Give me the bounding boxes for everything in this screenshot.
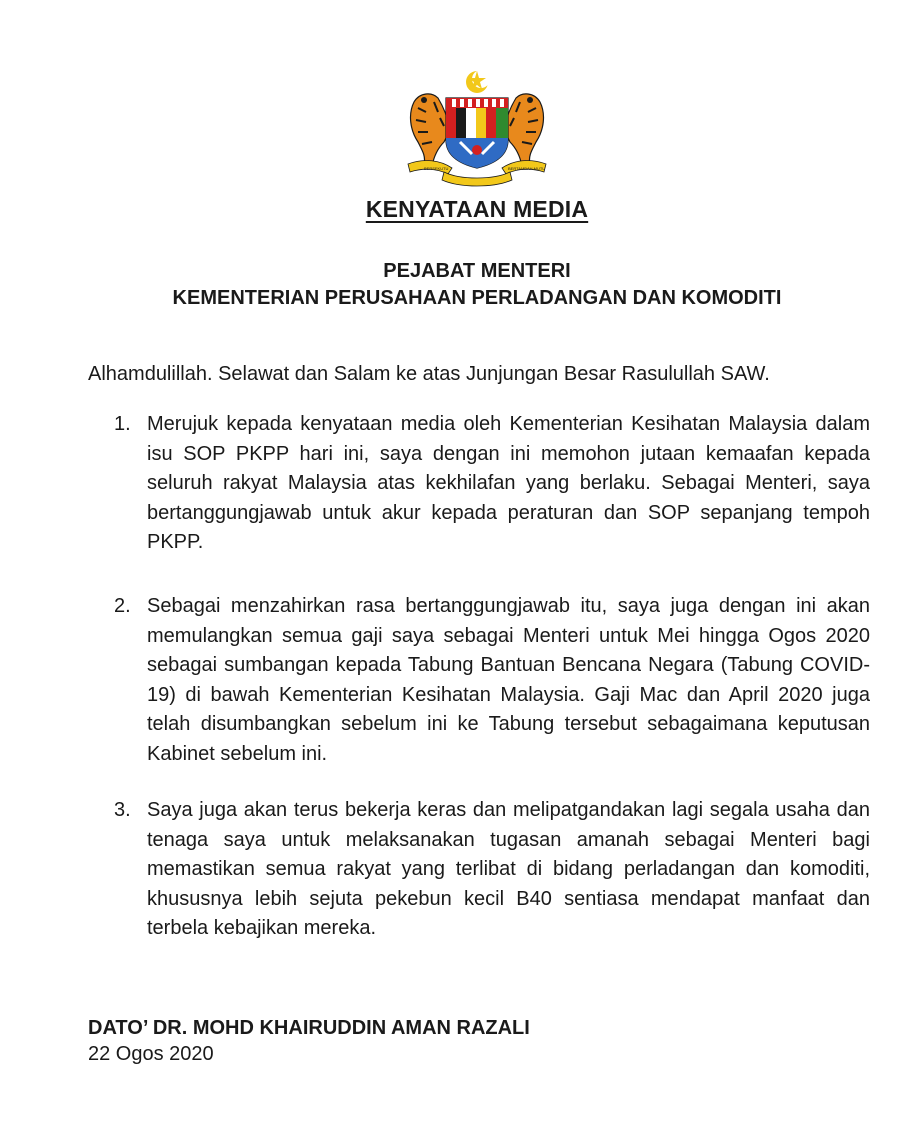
paragraph-text: Sebagai menzahirkan rasa bertanggungjawab itu, saya juga dengan ini akan memulangkan semua gaji saya sebagai Menteri untuk Mei hingga Ogos 2020 sebagai sumbangan kepada Tabung Bantuan Bencana Negara (Tabung COVID-19) di bawah Kementerian Kesihatan Malaysia. Gaji Mac dan April 2020 juga telah disumbangkan sebelum ini ke Tabung tersebut sebagaimana keputusan Kabinet sebelum ini. bbox=[147, 595, 870, 765]
paragraph-text: Merujuk kepada kenyataan media oleh Kementerian Kesihatan Malaysia dalam isu SOP PKPP hari ini, saya dengan ini memohon jutaan kemaafan kepada seluruh rakyat Malaysia atas kekhilafan yang berlaku. Sebagai Menteri, saya bertanggungjawab untuk akur kepada peraturan dan SOP sepanjang tempoh PKPP. bbox=[147, 413, 870, 554]
paragraph-number: 3. bbox=[114, 799, 131, 821]
statement-date: 22 Ogos 2020 bbox=[88, 1043, 214, 1065]
crest-motto-left: BERSEKUTU bbox=[424, 166, 449, 171]
malaysia-coat-of-arms-icon bbox=[404, 68, 550, 188]
title-text: KENYATAAN MEDIA bbox=[365, 196, 589, 222]
paragraph-number: 1. bbox=[114, 413, 131, 435]
paragraph-number: 2. bbox=[114, 595, 131, 617]
crest-motto-right: BERTAMBAH MUTU bbox=[508, 166, 546, 171]
office-line-1: PEJABAT MENTERI bbox=[383, 260, 571, 282]
office-heading bbox=[0, 258, 920, 312]
document-title bbox=[0, 196, 920, 223]
greeting: Alhamdulillah. Selawat dan Salam ke atas Junjungan Besar Rasulullah SAW. bbox=[88, 363, 770, 385]
office-line-2: KEMENTERIAN PERUSAHAAN PERLADANGAN DAN KOMODITI bbox=[172, 287, 782, 309]
signatory-name: DATO’ DR. MOHD KHAIRUDDIN AMAN RAZALI bbox=[88, 1017, 530, 1039]
paragraph-text: Saya juga akan terus bekerja keras dan melipatgandakan lagi segala usaha dan tenaga saya untuk melaksanakan tugasan amanah sebagai Menteri bagi memastikan semua rakyat yang terlibat di bidang perladangan dan komoditi, khususnya lebih sejuta pekebun kecil B40 sentiasa mendapat manfaat dan terbela kebajikan mereka. bbox=[147, 799, 870, 940]
